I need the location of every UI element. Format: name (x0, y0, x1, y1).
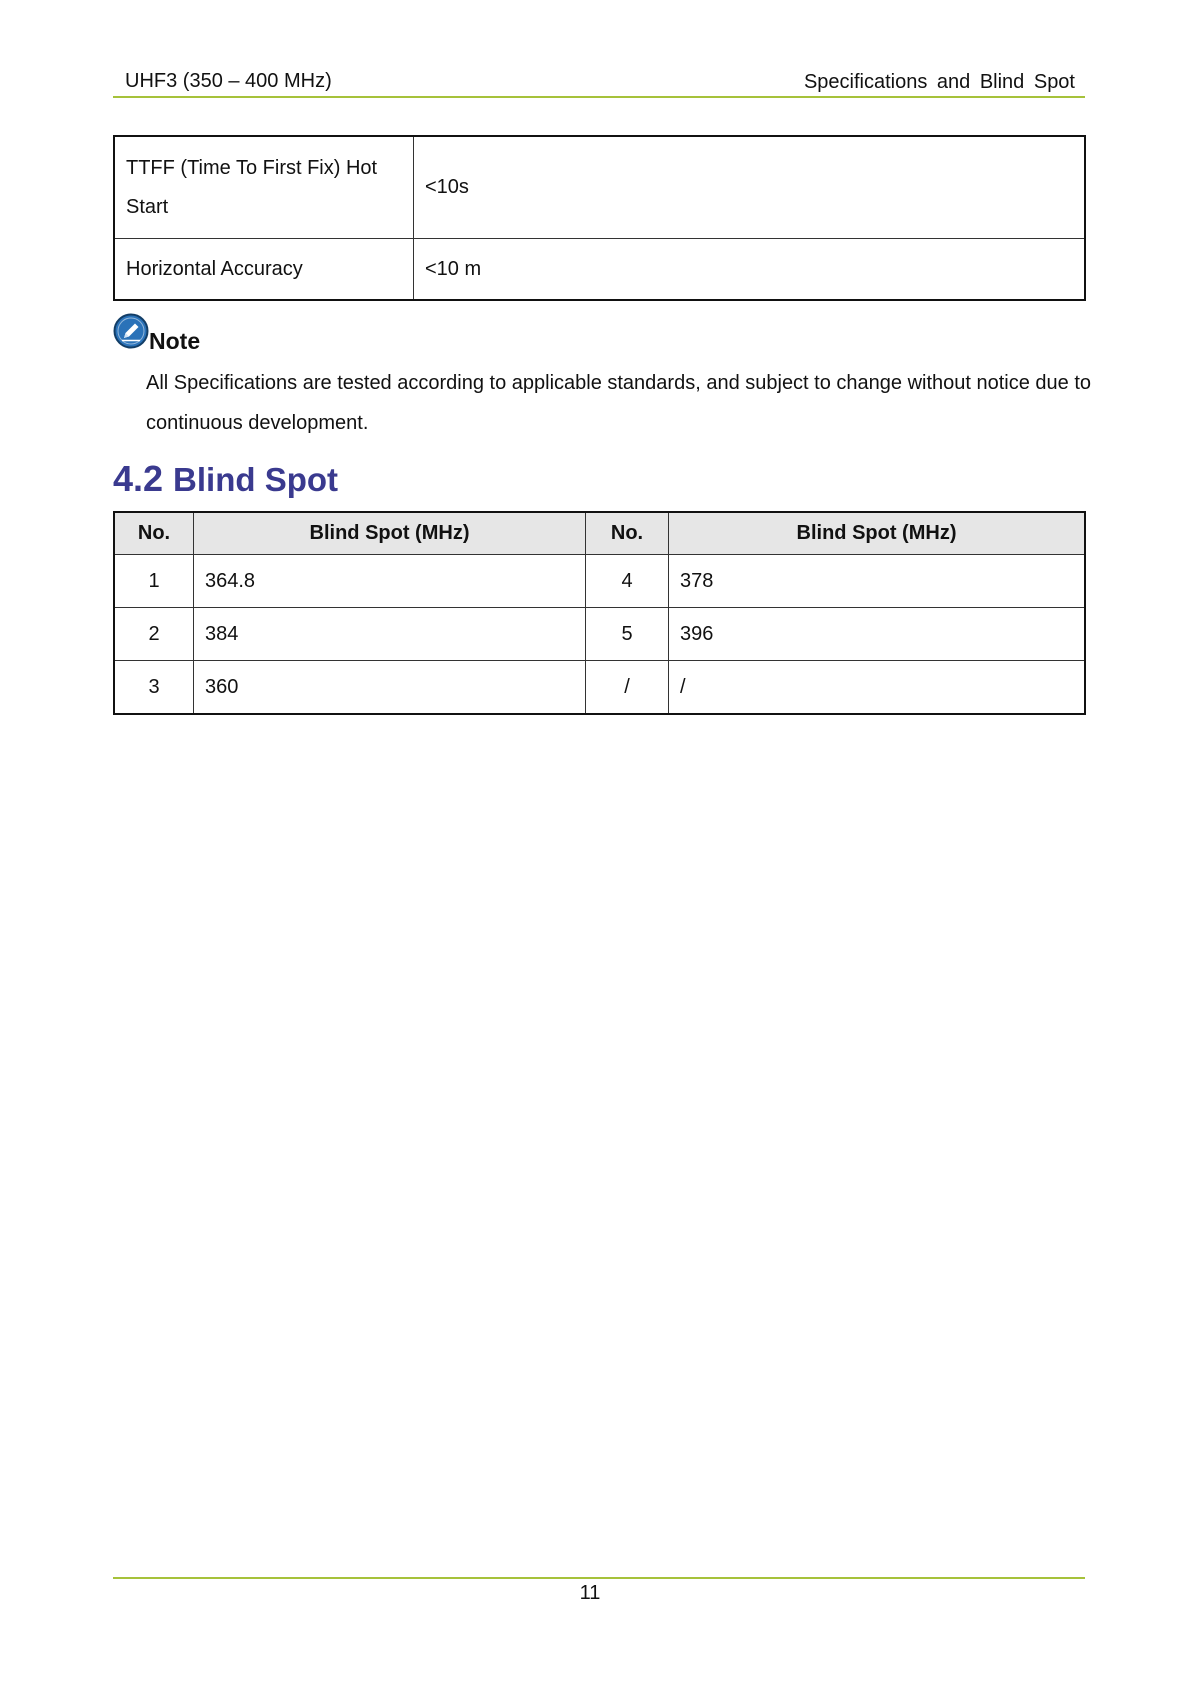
table-cell: 3 (114, 661, 194, 715)
spec-label: Horizontal Accuracy (114, 239, 414, 301)
column-header: Blind Spot (MHz) (669, 512, 1086, 555)
table-cell: 364.8 (194, 555, 586, 608)
table-row (114, 555, 1085, 608)
page-number: 11 (579, 1582, 601, 1604)
note-title: Note (149, 328, 201, 354)
table-cell: 396 (669, 608, 1086, 661)
table-header-row (114, 512, 1085, 555)
spec-label: TTFF (Time To First Fix) Hot Start (114, 136, 414, 239)
spec-value: <10 m (414, 239, 1086, 301)
table-cell: / (586, 661, 669, 715)
column-header: No. (114, 512, 194, 555)
column-header: Blind Spot (MHz) (194, 512, 586, 555)
pencil-note-icon (113, 313, 149, 349)
table-cell: 360 (194, 661, 586, 715)
table-cell: 5 (586, 608, 669, 661)
footer-divider (113, 1577, 1085, 1579)
spec-table (113, 135, 1086, 301)
table-cell: 378 (669, 555, 1086, 608)
column-header: No. (586, 512, 669, 555)
section-heading (113, 458, 338, 500)
section-title: Blind Spot (173, 461, 339, 498)
header-product-title: UHF3 (350 – 400 MHz) (125, 70, 332, 92)
table-cell: 2 (114, 608, 194, 661)
table-row (114, 239, 1085, 301)
table-row (114, 136, 1085, 239)
table-cell: / (669, 661, 1086, 715)
blind-spot-table (113, 511, 1086, 715)
page-header (113, 62, 1085, 98)
spec-value: <10s (414, 136, 1086, 239)
table-row (114, 608, 1085, 661)
section-number: 4.2 (113, 458, 164, 499)
table-cell: 4 (586, 555, 669, 608)
table-cell: 384 (194, 608, 586, 661)
header-chapter-title: Specifications and Blind Spot (803, 71, 1075, 93)
table-row (114, 661, 1085, 715)
table-cell: 1 (114, 555, 194, 608)
note-text: All Specifications are tested according to applicable standards, and subject to change without notice due to continuous development. (146, 372, 1092, 434)
